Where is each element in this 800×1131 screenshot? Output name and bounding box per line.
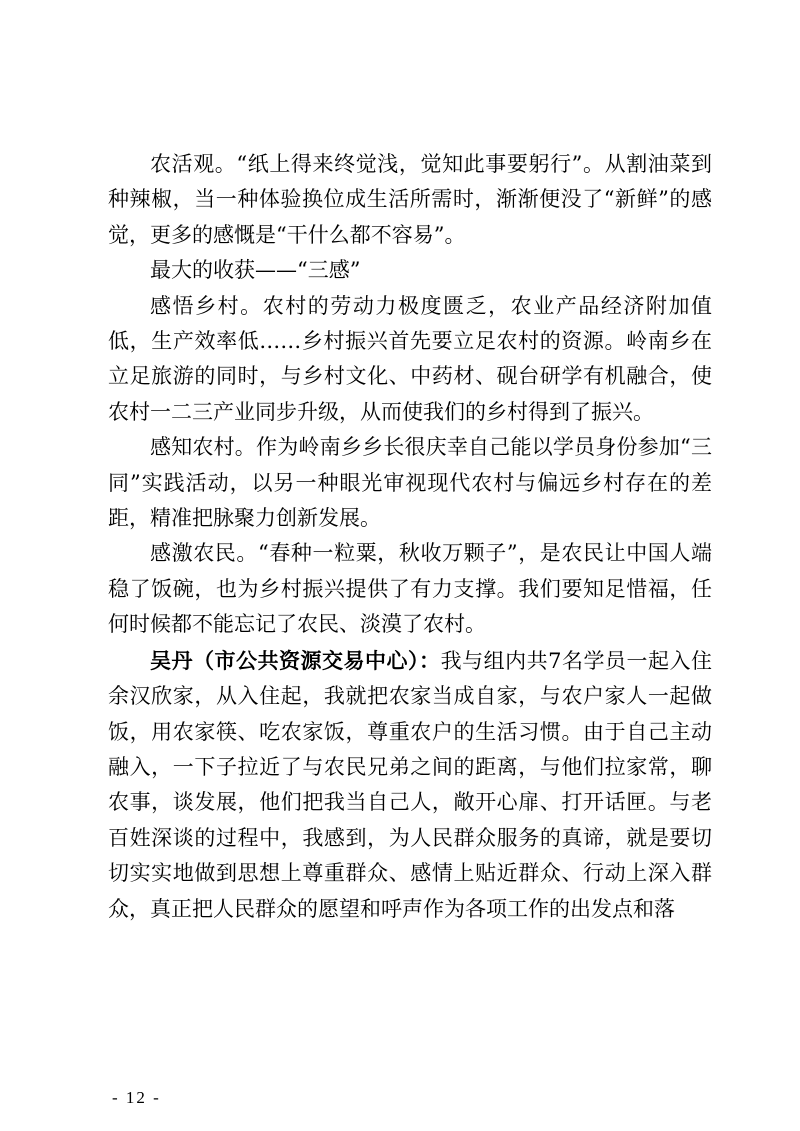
- speaker-text: 我与组内共7名学员一起入住余汉欣家，从入住起，我就把农家当成自家，与农户家人一起做饭，用农家筷、吃农家饭，尊重农户的生活习惯。由于自己主动融入，一下子拉近了与农民兄弟之间的距离，与他们拉家常，聊农事，谈发展，他们把我当自己人，敞开心扉、打开话匣。与老百姓深谈的过程中，我感到，为人民群众服务的真谛，就是要切切实实地做到思想上尊重群众、感情上贴近群众、行动上深入群众，真正把人民群众的愿望和呼声作为各项工作的出发点和落: [108, 648, 712, 921]
- paragraph-biggest-gain-heading: 最大的收获——“三感”: [150, 258, 361, 283]
- paragraph-wu-dan: [108, 643, 712, 927]
- paragraph-farm-view: 农活观。“纸上得来终觉浅，觉知此事要躬行”。从割油菜到种辣椒，当一种体验换位成生活所需时，渐渐便没了“新鲜”的感觉，更多的感慨是“干什么都不容易”。: [108, 152, 712, 247]
- paragraph-feel-village: 感悟乡村。农村的劳动力极度匮乏，农业产品经济附加值低，生产效率低……乡村振兴首先要立足农村的资源。岭南乡在立足旅游的同时，与乡村文化、中药材、砚台研学有机融合，使农村一二三产业同步升级，从而使我们的乡村得到了振兴。: [108, 293, 712, 424]
- speaker-name: 吴丹（市公共资源交易中心）：: [150, 647, 441, 673]
- page-number: - 12 -: [112, 1088, 161, 1107]
- paragraph-thank-farmers: 感激农民。“春种一粒粟，秋收万颗子”，是农民让中国人端稳了饭碗，也为乡村振兴提供了有力支撑。我们要知足惜福，任何时候都不能忘记了农民、淡漠了农村。: [108, 541, 712, 637]
- document-body: [108, 147, 712, 927]
- paragraph-know-countryside: 感知农村。作为岭南乡乡长很庆幸自己能以学员身份参加“三同”实践活动，以另一种眼光审视现代农村与偏远乡村存在的差距，精准把脉聚力创新发展。: [108, 435, 712, 531]
